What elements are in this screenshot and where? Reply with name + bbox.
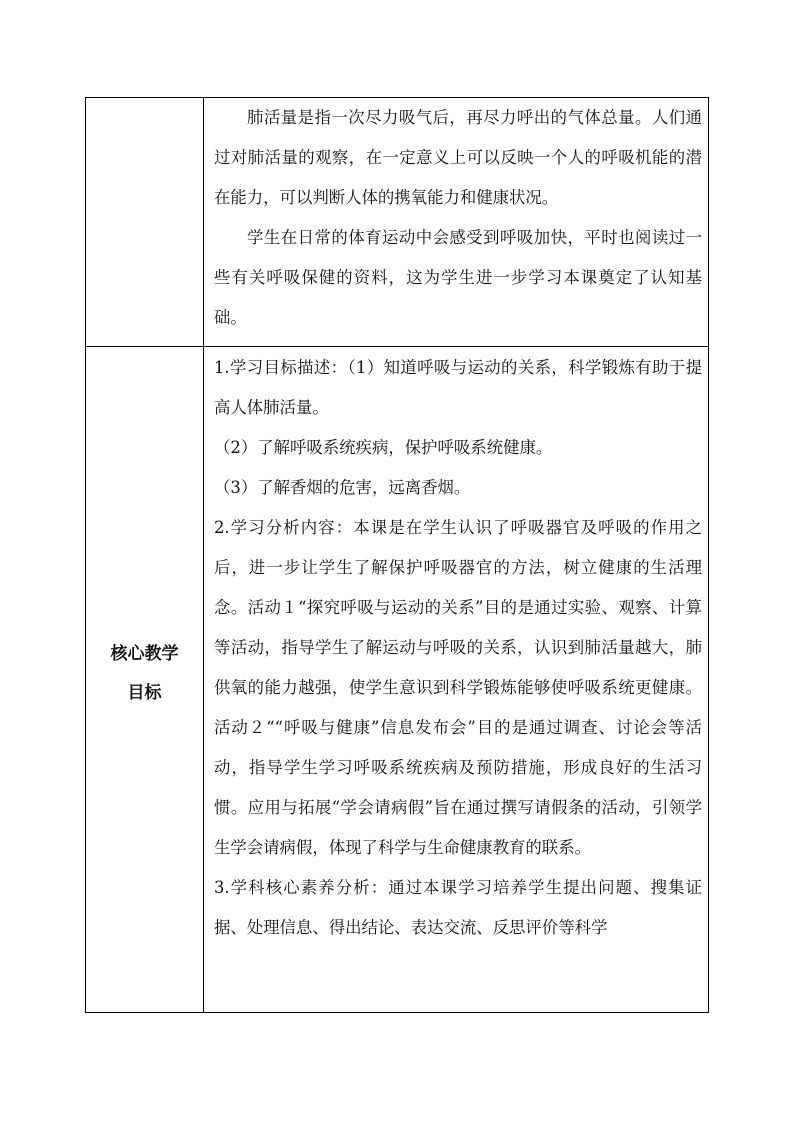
row-content-cell	[204, 347, 708, 1012]
table-row-background	[86, 98, 708, 347]
paragraph-goal-2: （2）了解呼吸系统疾病，保护呼吸系统健康。	[214, 438, 553, 457]
table-row-core-objectives	[86, 347, 708, 1012]
row-label-cell	[86, 347, 204, 1012]
row-label-core-objectives	[86, 635, 203, 713]
paragraph-student-experience: 学生在日常的体育运动中会感受到呼吸加快，平时也阅读过一些有关呼吸保健的资料，这为学生进一步学习本课奠定了认知基础。	[214, 228, 702, 327]
row-label-line-1: 核心教学	[110, 644, 179, 664]
row-label-line-2: 目标	[127, 683, 162, 703]
paragraph-content-analysis: 2.学习分析内容：本课是在学生认识了呼吸器官及呼吸的作用之后，进一步让学生了解保护呼吸器官的方法，树立健康的生活理念。活动１“探究呼吸与运动的关系”目的是通过实验、观察、计算等活动，指导学生了解运动与呼吸的关系，认识到肺活量越大，肺供氧的能力越强，使学生意识到科学锻炼能够使呼吸系统更健康。活动２““呼吸与健康”信息发布会”目的是通过调查、讨论会等活动，指导学生学习呼吸系统疾病及预防措施，形成良好的生活习惯。应用与拓展“学会请病假”旨在通过撰写请假条的活动，引领学生学会请病假，体现了科学与生命健康教育的联系。	[214, 518, 702, 857]
paragraph-lung-capacity: 肺活量是指一次尽力吸气后，再尽力呼出的气体总量。人们通过对肺活量的观察，在一定意义上可以反映一个人的呼吸机能的潜在能力，可以判断人体的携氧能力和健康状况。	[214, 108, 702, 207]
paragraph-core-literacy: 3.学科核心素养分析：通过本课学习培养学生提出问题、搜集证据、处理信息、得出结论、表达交流、反思评价等科学	[214, 878, 702, 937]
lesson-plan-table	[85, 97, 709, 1013]
row-content-cell	[204, 98, 708, 346]
row-label-cell	[86, 98, 204, 346]
paragraph-learning-goals: 1.学习目标描述：（1）知道呼吸与运动的关系，科学锻炼有助于提高人体肺活量。	[214, 358, 702, 417]
paragraph-goal-3: （3）了解香烟的危害，远离香烟。	[214, 478, 471, 497]
